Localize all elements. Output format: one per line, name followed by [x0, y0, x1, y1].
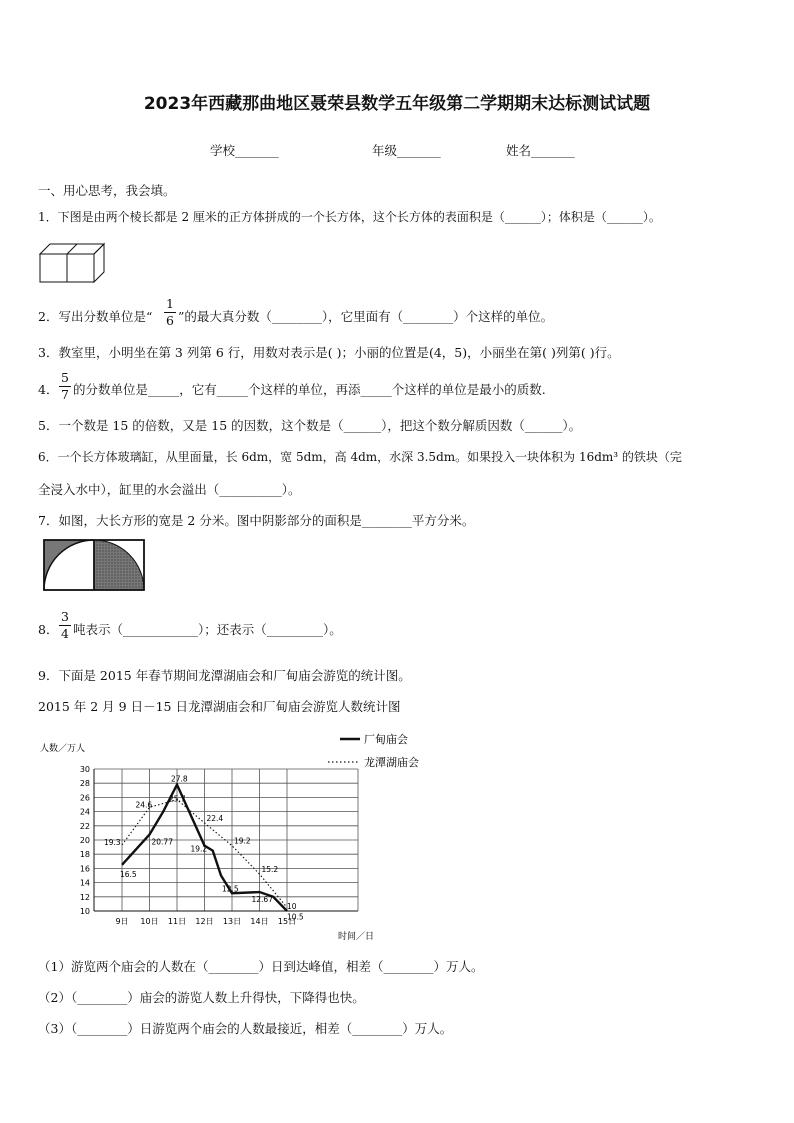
shaded-rectangle-figure — [42, 538, 148, 592]
y-tick-label: 16 — [79, 864, 90, 874]
data-label: 19.2 — [190, 844, 208, 854]
question-4-fraction — [59, 371, 71, 402]
y-tick-label: 18 — [79, 850, 90, 860]
data-label: 20.77 — [151, 837, 173, 847]
question-7: 7．如图，大长方形的宽是 2 分米。图中阴影部分的面积是________平方分米。 — [38, 513, 475, 528]
question-5: 5．一个数是 15 的倍数，又是 15 的因数，这个数是（______），把这个数分解质因数（______）。 — [38, 418, 582, 433]
chart-legend — [328, 732, 419, 769]
question-6-line2: 全浸入水中），缸里的水会溢出（__________）。 — [38, 482, 301, 497]
x-tick-label: 14日 — [250, 917, 269, 926]
question-2-prefix: 2．写出分数单位是“ — [38, 309, 153, 324]
y-tick-label: 28 — [79, 779, 90, 789]
line-chart — [38, 725, 438, 945]
y-axis-label: 人数／万人 — [40, 744, 86, 754]
question-2-suffix: ”的最大真分数（________），它里面有（________）个这样的单位。 — [178, 309, 554, 324]
data-label: 12.5 — [222, 884, 239, 894]
y-tick-label: 20 — [79, 836, 90, 845]
fraction-denominator: 7 — [61, 387, 69, 402]
data-label: 19.3 — [104, 837, 121, 847]
question-8-number: 8． — [38, 622, 59, 637]
page-title: 2023年西藏那曲地区聂荣县数学五年级第二学期期末达标测试试题 — [143, 94, 651, 114]
data-label: 10.5 — [287, 912, 304, 922]
x-axis-label: 时间／日 — [338, 932, 375, 942]
question-9: 9．下面是 2015 年春节期间龙潭湖庙会和厂甸庙会游览的统计图。 — [38, 668, 411, 683]
question-9-part-3: （3）（________）日游览两个庙会的人数最接近，相差（________）万人。 — [38, 1021, 453, 1036]
fraction-numerator: 3 — [61, 609, 69, 624]
y-tick-label: 12 — [79, 892, 90, 902]
data-label: 24.6 — [135, 800, 153, 810]
name-field[interactable]: 姓名_______ — [506, 143, 575, 158]
x-tick-label: 13日 — [222, 917, 242, 926]
x-tick-label: 10日 — [140, 917, 159, 926]
y-tick-label: 14 — [79, 878, 90, 888]
question-4-text: 的分数单位是_____，它有_____个这样的单位，再添_____个这样的单位是最小的质数. — [73, 382, 546, 397]
data-label: 15.2 — [261, 865, 279, 875]
x-tick-label: 9日 — [115, 917, 129, 926]
legend-label-longtanhu: 龙潭湖庙会 — [364, 756, 419, 769]
y-tick-label: 26 — [79, 793, 90, 803]
question-9-part-2: （2）（________）庙会的游览人数上升得快，下降得也快。 — [38, 990, 365, 1005]
data-label: 19.2 — [234, 836, 251, 846]
school-field[interactable]: 学校_______ — [210, 143, 279, 158]
y-tick-label: 30 — [79, 765, 90, 774]
data-label-peak: 27.8 — [171, 774, 188, 784]
fraction-numerator: 1 — [166, 296, 174, 311]
y-tick-label: 10 — [79, 907, 90, 916]
section-heading: 一、用心思考，我会填。 — [38, 183, 176, 198]
question-1: 1．下图是由两个棱长都是 2 厘米的正方体拼成的一个长方体，这个长方体的表面积是（______）；体积是（______）。 — [38, 210, 661, 224]
chart-title: 2015 年 2 月 9 日－15 日龙潭湖庙会和厂甸庙会游览人数统计图 — [38, 699, 401, 714]
legend-label-changdian: 厂甸庙会 — [364, 733, 408, 746]
data-label: 12.67 — [251, 895, 273, 905]
fraction-denominator: 6 — [166, 313, 174, 328]
fraction-numerator: 5 — [61, 370, 69, 385]
data-label: 16.5 — [120, 869, 137, 879]
question-9-part-1: （1）游览两个庙会的人数在（________）日到达峰值，相差（________）万人。 — [38, 959, 484, 974]
chart-data-labels — [104, 775, 304, 922]
data-label: 25.7 — [169, 794, 186, 804]
question-2-fraction — [164, 297, 176, 328]
fraction-denominator: 4 — [61, 626, 69, 641]
question-8-text: 吨表示（____________）；还表示（_________）。 — [73, 622, 342, 637]
y-tick-label: 22 — [79, 821, 90, 831]
data-label: 22.4 — [206, 813, 224, 823]
grade-field[interactable]: 年级_______ — [372, 143, 441, 158]
data-label: 10 — [287, 902, 297, 911]
question-6-line1: 6．一个长方体玻璃缸，从里面量，长 6dm，宽 5dm，高 4dm，水深 3.5dm。如果投入一块体积为 16dm³ 的铁块（完 — [38, 450, 682, 464]
x-tick-label: 11日 — [167, 917, 187, 926]
x-tick-label: 12日 — [195, 917, 214, 926]
question-3: 3．教室里，小明坐在第 3 列第 6 行，用数对表示是( )；小丽的位置是(4，5)，小丽坐在第( )列第( )行。 — [38, 345, 620, 360]
y-tick-label: 24 — [79, 807, 90, 817]
question-4-number: 4． — [38, 382, 59, 397]
cuboid-figure — [38, 242, 108, 284]
question-8-fraction — [59, 610, 71, 641]
x-tick-label: 15日 — [277, 917, 297, 926]
